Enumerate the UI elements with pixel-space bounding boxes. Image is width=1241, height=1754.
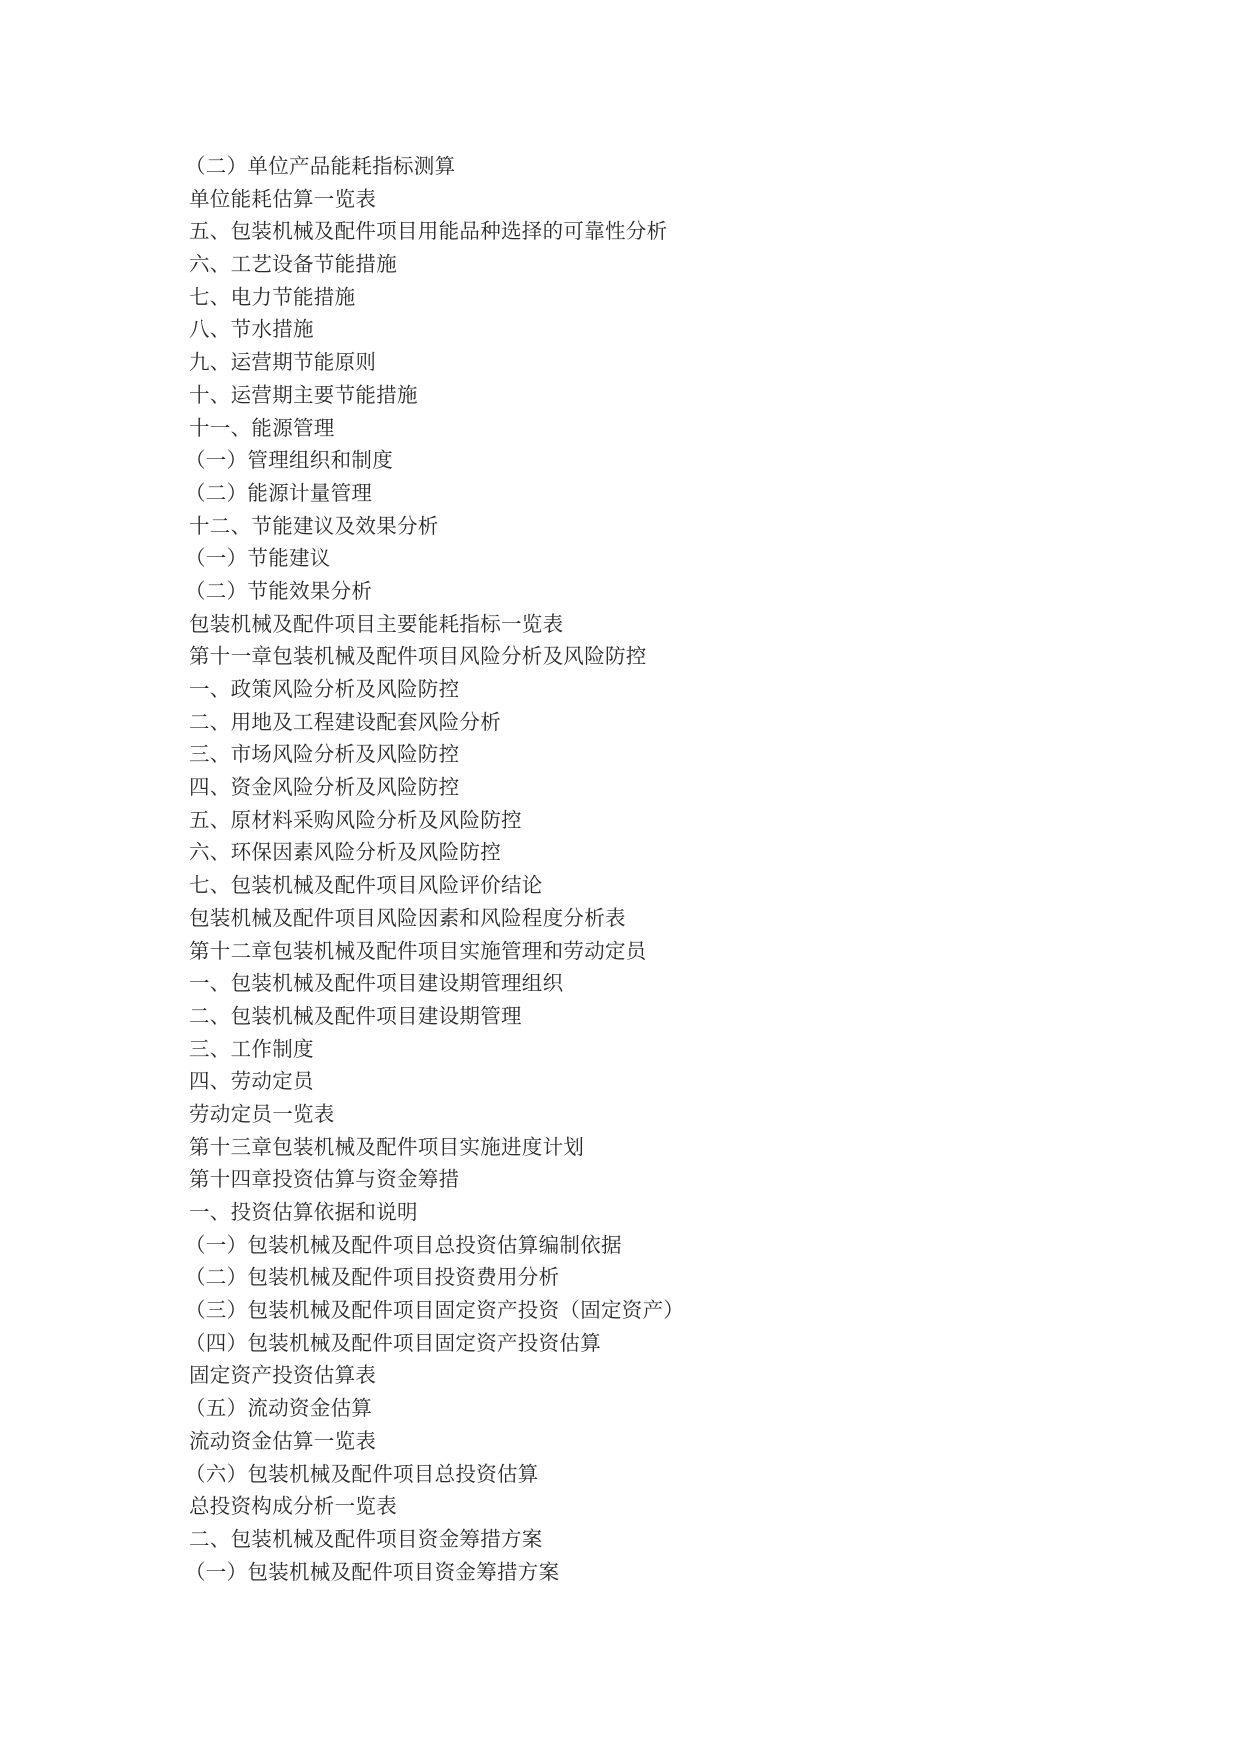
toc-chapter: 第十三章包装机械及配件项目实施进度计划 <box>189 1134 585 1159</box>
toc-entry: 二、用地及工程建设配套风险分析 <box>189 709 501 734</box>
toc-entry: 五、原材料采购风险分析及风险防控 <box>189 807 522 832</box>
toc-entry: 总投资构成分析一览表 <box>189 1494 397 1519</box>
toc-entry: 五、包装机械及配件项目用能品种选择的可靠性分析 <box>189 219 668 244</box>
toc-entry: 六、环保因素风险分析及风险防控 <box>189 840 501 865</box>
toc-entry: （二）单位产品能耗指标测算 <box>185 154 456 178</box>
toc-entry: 七、包装机械及配件项目风险评价结论 <box>189 873 543 898</box>
toc-entry: 流动资金估算一览表 <box>189 1428 377 1453</box>
toc-entry: 二、包装机械及配件项目资金筹措方案 <box>189 1526 543 1551</box>
toc-entry: 七、电力节能措施 <box>189 284 356 309</box>
toc-entry: 十、运营期主要节能措施 <box>189 382 418 407</box>
toc-chapter: 第十二章包装机械及配件项目实施管理和劳动定员 <box>189 938 647 963</box>
toc-chapter: 第十四章投资估算与资金筹措 <box>189 1167 460 1192</box>
toc-entry: （二）能源计量管理 <box>185 480 373 505</box>
toc-entry: （一）包装机械及配件项目资金筹措方案 <box>185 1559 560 1584</box>
toc-entry: 单位能耗估算一览表 <box>189 186 377 211</box>
toc-entry: （一）包装机械及配件项目总投资估算编制依据 <box>185 1232 622 1257</box>
toc-entry: （三）包装机械及配件项目固定资产投资（固定资产） <box>185 1298 685 1323</box>
toc-chapter: 第十一章包装机械及配件项目风险分析及风险防控 <box>189 644 647 669</box>
toc-entry: 四、劳动定员 <box>189 1069 314 1094</box>
toc-entry: （一）节能建议 <box>185 546 331 571</box>
toc-entry: 六、工艺设备节能措施 <box>189 252 397 277</box>
toc-entry: （一）管理组织和制度 <box>185 448 393 473</box>
toc-entry: 十二、节能建议及效果分析 <box>189 513 439 538</box>
toc-entry: 固定资产投资估算表 <box>189 1363 377 1388</box>
toc-entry: （二）节能效果分析 <box>185 578 373 603</box>
toc-entry: 一、包装机械及配件项目建设期管理组织 <box>189 971 564 996</box>
toc-entry: 九、运营期节能原则 <box>189 350 377 375</box>
toc-entry: 包装机械及配件项目风险因素和风险程度分析表 <box>189 905 626 930</box>
toc-entry: 劳动定员一览表 <box>189 1101 335 1126</box>
toc-entry: 一、投资估算依据和说明 <box>189 1200 418 1224</box>
toc-entry: （六）包装机械及配件项目总投资估算 <box>185 1461 539 1486</box>
toc-entry: （四）包装机械及配件项目固定资产投资估算 <box>185 1330 601 1355</box>
toc-entry: 三、工作制度 <box>189 1036 314 1061</box>
toc-entry: 十一、能源管理 <box>189 415 335 440</box>
toc-entry: 包装机械及配件项目主要能耗指标一览表 <box>189 611 564 636</box>
toc-entry: 四、资金风险分析及风险防控 <box>189 775 460 800</box>
toc-entry: 一、政策风险分析及风险防控 <box>189 677 460 701</box>
toc-entry: 三、市场风险分析及风险防控 <box>189 742 460 767</box>
toc-entry: （二）包装机械及配件项目投资费用分析 <box>185 1265 560 1290</box>
toc-entry: 二、包装机械及配件项目建设期管理 <box>189 1003 522 1028</box>
table-of-contents <box>185 150 685 1588</box>
toc-entry: （五）流动资金估算 <box>185 1396 373 1421</box>
toc-entry: 八、节水措施 <box>189 317 314 342</box>
